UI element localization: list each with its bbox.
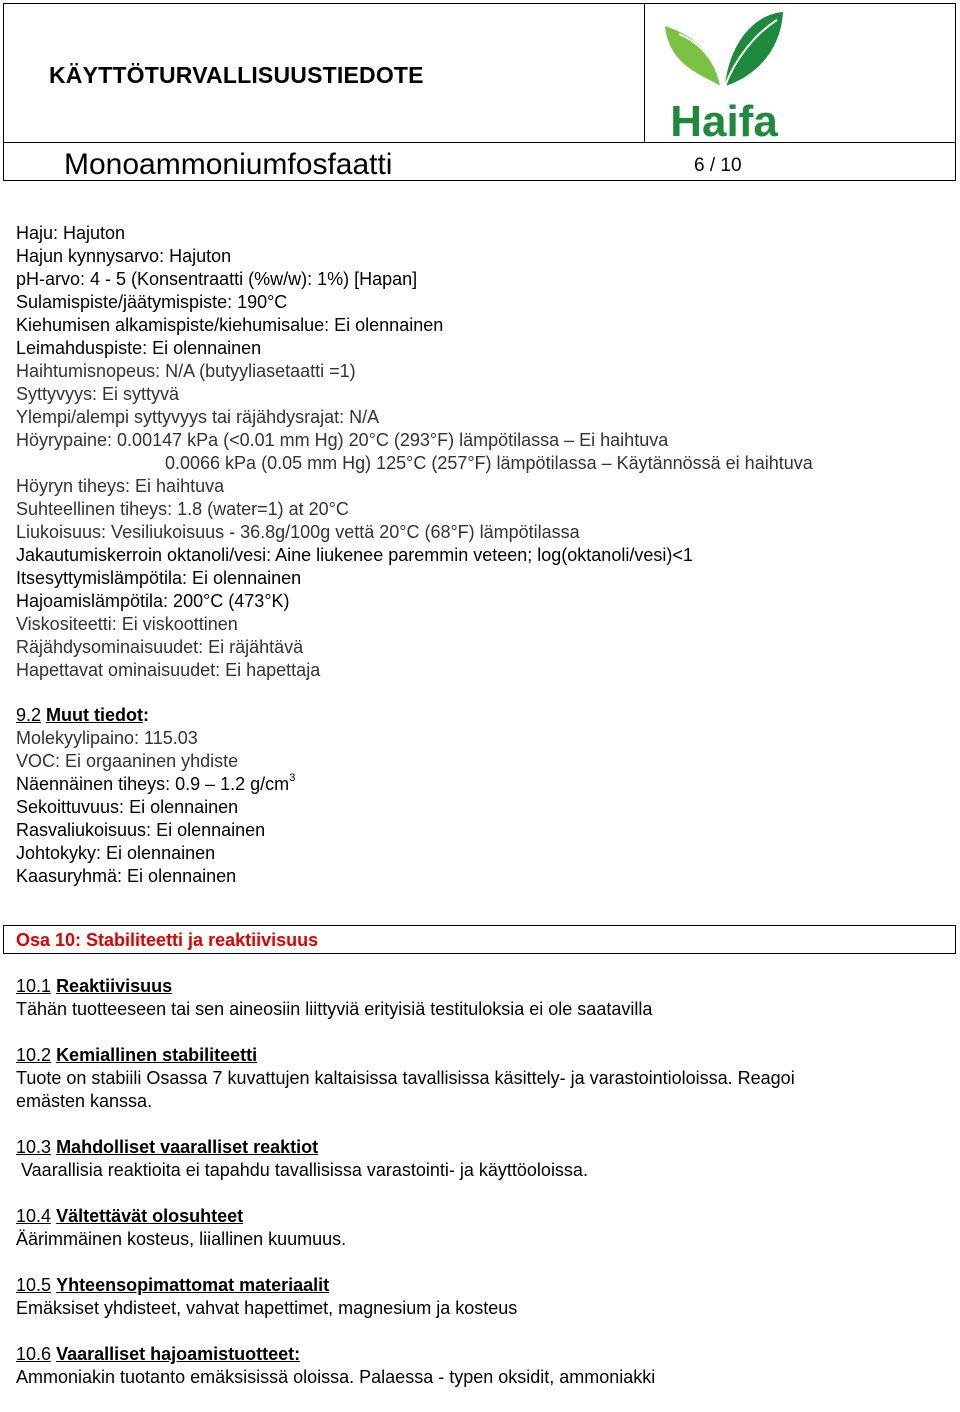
density-superscript: 3 bbox=[289, 772, 296, 784]
property-line: pH-arvo: 4 - 5 (Konsentraatti (%w/w): 1%) [Hapan] bbox=[16, 269, 418, 289]
subsection-heading bbox=[16, 1343, 946, 1366]
subsection-number: 10.1 bbox=[16, 976, 52, 996]
property-line: 0.0066 kPa (0.05 mm Hg) 125°C (257°F) lämpötilassa – Käytännössä ei haihtuva bbox=[165, 453, 813, 473]
subsection-title: Reaktiivisuus bbox=[56, 976, 173, 996]
logo-leaf-left bbox=[665, 26, 721, 86]
subsection-title: Yhteensopimattomat materiaalit bbox=[56, 1275, 330, 1295]
property-line: Suhteellinen tiheys: 1.8 (water=1) at 20°C bbox=[16, 499, 349, 519]
subsection bbox=[16, 1044, 946, 1113]
property-line: Kaasuryhmä: Ei olennainen bbox=[16, 866, 237, 886]
subsection-text: Tähän tuotteeseen tai sen aineosiin liittyviä erityisiä testituloksia ei ole saatavilla bbox=[16, 999, 653, 1019]
property-line: Hapettavat ominaisuudet: Ei hapettaja bbox=[16, 660, 321, 680]
section-10-banner bbox=[3, 925, 956, 954]
subsection-title: Vaaralliset hajoamistuotteet: bbox=[56, 1344, 301, 1364]
subsection-title: Mahdolliset vaaralliset reaktiot bbox=[56, 1137, 319, 1157]
property-line: Johtokyky: Ei olennainen bbox=[16, 843, 216, 863]
document-header bbox=[3, 3, 956, 181]
section-10-content bbox=[16, 975, 946, 1412]
subsection bbox=[16, 1343, 946, 1389]
subsection-heading bbox=[16, 1136, 946, 1159]
property-line: Höyrypaine: 0.00147 kPa (<0.01 mm Hg) 20°C (293°F) lämpötilassa – Ei haihtuva bbox=[16, 430, 669, 450]
logo-text: Haifa bbox=[670, 97, 778, 142]
property-line: Kiehumisen alkamispiste/kiehumisalue: Ei olennainen bbox=[16, 315, 444, 335]
property-line: Rasvaliukoisuus: Ei olennainen bbox=[16, 820, 266, 840]
property-line: Leimahduspiste: Ei olennainen bbox=[16, 338, 262, 358]
property-line: Höyryn tiheys: Ei haihtuva bbox=[16, 476, 225, 496]
subsection-heading bbox=[16, 975, 946, 998]
subsection-text: Tuote on stabiili Osassa 7 kuvattujen kaltaisissa tavallisissa käsittely- ja varastointiolоissa. Reagoi bbox=[16, 1068, 795, 1088]
property-line: Molekyylipaino: 115.03 bbox=[16, 728, 198, 748]
section-title: Muut tiedot bbox=[46, 705, 144, 725]
subsection-text: emästen kanssa. bbox=[16, 1091, 153, 1111]
subsection-text: Vaarallisia reaktioita ei tapahdu tavallisissa varastointi- ja käyttöoloissa. bbox=[16, 1160, 588, 1180]
physical-properties bbox=[16, 222, 813, 888]
header-bottom-row bbox=[4, 143, 955, 181]
property-line: Ylempi/alempi syttyvyys tai räjähdysrajat: N/A bbox=[16, 407, 380, 427]
section-10-title: Osa 10: Stabiliteetti ja reaktiivisuus bbox=[16, 930, 319, 950]
section-title-colon: : bbox=[143, 705, 150, 725]
subsection-heading bbox=[16, 1044, 946, 1067]
section-9-2-heading bbox=[16, 704, 813, 727]
property-line: Jakautumiskerroin oktanoli/vesi: Aine liukenee paremmin veteen; log(oktanoli/vesi)<1 bbox=[16, 545, 693, 565]
subsection bbox=[16, 975, 946, 1021]
subsection-title: Kemiallinen stabiliteetti bbox=[56, 1045, 258, 1065]
header-divider bbox=[644, 4, 645, 142]
property-line: Haju: Hajuton bbox=[16, 223, 126, 243]
subsection bbox=[16, 1205, 946, 1251]
subsection-number: 10.3 bbox=[16, 1137, 52, 1157]
subsection bbox=[16, 1136, 946, 1182]
subsection-title: Vältettävät olosuhteet bbox=[56, 1206, 244, 1226]
property-line: Sulamispiste/jäätymispiste: 190°C bbox=[16, 292, 288, 312]
property-line: Syttyvyys: Ei syttyvä bbox=[16, 384, 180, 404]
section-number: 9.2 bbox=[16, 705, 42, 725]
subsection-heading bbox=[16, 1205, 946, 1228]
property-line: Räjähdysominaisuudet: Ei räjähtävä bbox=[16, 637, 304, 657]
property-line: Haihtumisnopeus: N/A (butyyliasetaatti =1) bbox=[16, 361, 356, 381]
haifa-logo bbox=[659, 4, 789, 142]
property-line: Hajun kynnysarvo: Hajuton bbox=[16, 246, 232, 266]
header-top-row bbox=[4, 4, 955, 143]
property-line: Liukoisuus: Vesiliukoisuus - 36.8g/100g vettä 20°C (68°F) lämpötilassa bbox=[16, 522, 580, 542]
subsection-text: Äärimmäinen kosteus, liiallinen kuumuus. bbox=[16, 1229, 347, 1249]
subsection-text: Ammoniakin tuotanto emäksisissä oloissa. Palaessa - typen oksidit, ammoniakki bbox=[16, 1367, 656, 1387]
property-line bbox=[16, 773, 813, 796]
page-number: 6 / 10 bbox=[694, 155, 742, 176]
property-line: Itsesyttymislämpötila: Ei olennainen bbox=[16, 568, 302, 588]
property-line: Viskositeetti: Ei viskoottinen bbox=[16, 614, 238, 634]
subsection-number: 10.2 bbox=[16, 1045, 52, 1065]
subsection bbox=[16, 1274, 946, 1320]
subsection-number: 10.6 bbox=[16, 1344, 52, 1364]
subsection-heading bbox=[16, 1274, 946, 1297]
density-text: Näennäinen tiheys: 0.9 – 1.2 g/cm bbox=[16, 774, 290, 794]
property-line: Sekoittuvuus: Ei olennainen bbox=[16, 797, 239, 817]
property-line: Hajoamislämpötila: 200°C (473°K) bbox=[16, 591, 290, 611]
property-line: VOC: Ei orgaaninen yhdiste bbox=[16, 751, 239, 771]
subsection-number: 10.5 bbox=[16, 1275, 52, 1295]
subsection-number: 10.4 bbox=[16, 1206, 52, 1226]
document-title: KÄYTTÖTURVALLISUUSTIEDOTE bbox=[49, 62, 424, 88]
subsection-text: Emäksiset yhdisteet, vahvat hapettimet, magnesium ja kosteus bbox=[16, 1298, 518, 1318]
logo-leaf-right bbox=[725, 12, 783, 86]
product-name: Monoammoniumfosfaatti bbox=[64, 148, 393, 181]
